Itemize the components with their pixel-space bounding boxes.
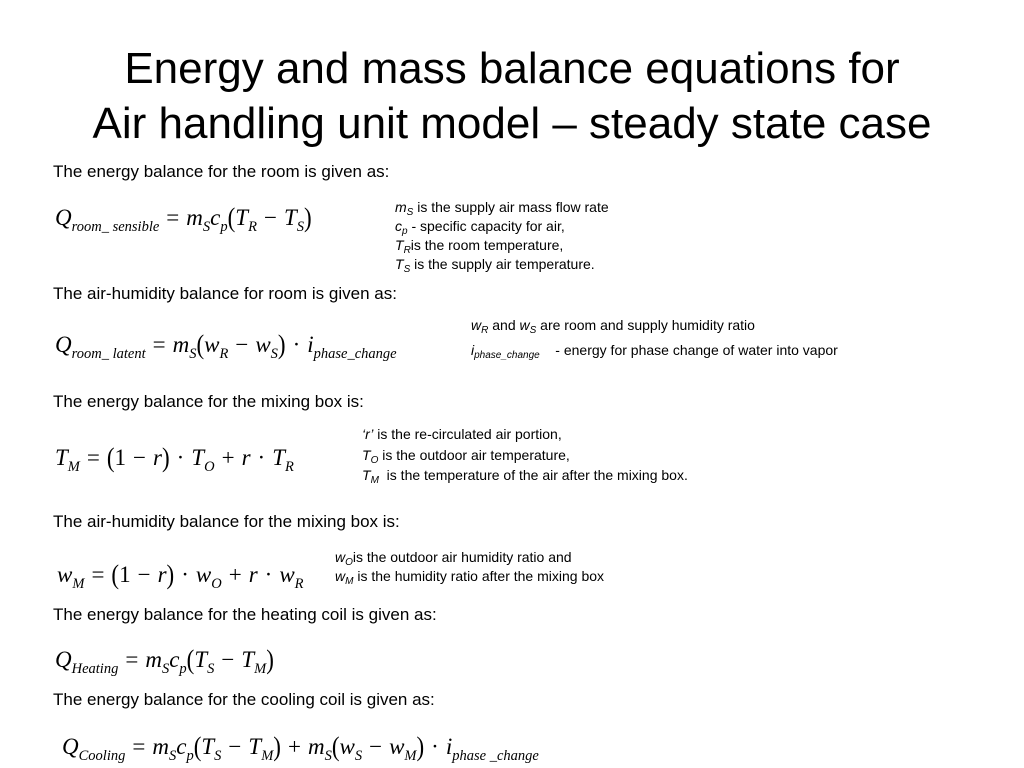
note-symbol-subscript: O — [370, 454, 379, 466]
note-line — [362, 424, 688, 445]
equation-symbol — [173, 330, 197, 360]
note-symbol — [395, 199, 414, 218]
equation-parenthesis — [228, 203, 236, 233]
equation-parenthesis — [107, 443, 115, 473]
equation-symbol — [153, 443, 162, 473]
equation-symbol-text: Q — [55, 332, 72, 357]
equation-symbol — [55, 330, 146, 360]
equation-subscript: S — [296, 219, 304, 235]
equation-heating-coil — [55, 645, 274, 675]
equation-symbol-text: c — [169, 647, 180, 672]
equation-subscript: R — [219, 346, 229, 362]
equation-symbol — [241, 645, 266, 675]
equation-parenthesis-text: ( — [186, 644, 195, 675]
equation-symbol — [204, 330, 228, 360]
equation-symbol-text: T — [283, 205, 297, 230]
equation-symbol — [235, 203, 257, 233]
equation-parenthesis-text: ) — [416, 731, 425, 762]
equation-operator — [177, 443, 185, 473]
equation-symbol-text: m — [186, 205, 203, 230]
note-text: is the re-circulated air portion, — [373, 426, 562, 442]
equation-subscript: p — [186, 748, 194, 764]
equation-parenthesis — [196, 330, 204, 360]
equation-symbol — [279, 560, 303, 590]
note-symbol — [335, 549, 353, 568]
equation-operator-text: − — [137, 562, 151, 587]
equation-symbol-text: w — [255, 332, 271, 357]
equation-subscript: S — [202, 219, 211, 235]
equation-parenthesis — [111, 560, 119, 590]
equation-number — [115, 443, 127, 473]
equation-symbol-text: w — [195, 562, 212, 587]
note-text: - specific capacity for air, — [407, 218, 565, 234]
equation-operator — [258, 443, 266, 473]
equation-operator — [228, 732, 241, 762]
equation-symbol-text: c — [210, 205, 221, 230]
title-line-1: Energy and mass balance equations for — [124, 44, 900, 93]
equation-symbol-text: m — [172, 332, 190, 357]
slide-title — [0, 41, 1024, 151]
equation-parenthesis — [304, 203, 312, 233]
equation-operator — [265, 560, 273, 590]
equation-symbol — [191, 443, 214, 473]
equation-symbol-text: T — [194, 647, 208, 672]
equation-symbol — [389, 732, 416, 762]
note-symbol — [362, 446, 379, 466]
equation-parenthesis-text: ) — [266, 644, 274, 675]
equation-subscript: room_ sensible — [71, 219, 160, 235]
equation-subscript: S — [168, 748, 177, 764]
equation-symbol — [446, 732, 539, 762]
equation-subscript: O — [211, 576, 222, 592]
equation-operator — [181, 560, 189, 590]
equation-subscript: S — [214, 748, 222, 764]
note-text: is the outdoor air temperature, — [378, 446, 570, 463]
equation-parenthesis-text: ( — [196, 329, 205, 360]
equation-symbol-text: m — [307, 734, 325, 759]
note-text: is the room temperature, — [410, 237, 564, 253]
equation-operator — [235, 330, 248, 360]
equation-subscript: M — [72, 576, 85, 592]
note-line — [395, 217, 609, 236]
equation-subscript: S — [270, 346, 278, 362]
equation-symbol — [272, 443, 294, 473]
equation-parenthesis-text: ( — [111, 559, 120, 590]
equation-symbol — [158, 560, 167, 590]
equation-number-text: 1 — [114, 445, 127, 470]
equation-symbol — [307, 330, 396, 360]
equation-subscript: S — [189, 346, 197, 362]
equation-parenthesis — [332, 732, 340, 762]
equation-symbol — [55, 645, 118, 675]
equation-symbol — [308, 732, 332, 762]
note-symbol-subscript: phase_change — [474, 350, 540, 361]
note-line — [395, 198, 609, 217]
note-symbol-subscript: O — [345, 557, 353, 568]
equation-subscript: phase _change — [452, 748, 539, 764]
notes-room-sensible — [395, 198, 609, 274]
equation-parenthesis — [278, 330, 286, 360]
equation-symbol-text: w — [204, 332, 220, 357]
equation-operator — [132, 732, 145, 762]
note-symbol-subscript: M — [345, 576, 354, 587]
equation-operator — [264, 203, 277, 233]
equation-subscript: p — [179, 661, 187, 677]
note-line — [335, 567, 604, 586]
equation-operator-text: − — [235, 332, 249, 357]
equation-symbol — [210, 203, 227, 233]
note-symbol — [519, 317, 537, 336]
equation-symbol-text: T — [235, 205, 249, 230]
note-symbol-letter: w — [335, 568, 346, 584]
equation-symbol-text: T — [55, 445, 68, 470]
equation-operator — [87, 443, 100, 473]
section-heading-mixing-energy: The energy balance for the mixing box is: — [53, 392, 364, 411]
note-symbol — [471, 317, 489, 336]
equation-symbol-text: Q — [55, 647, 72, 672]
equation-parenthesis — [266, 645, 274, 675]
note-symbol-letter: w — [519, 317, 530, 333]
equation-symbol-text: r — [153, 445, 162, 470]
equation-subscript: Cooling — [78, 748, 126, 764]
equation-subscript: S — [354, 748, 363, 764]
equation-symbol — [339, 732, 362, 762]
note-text: and — [488, 317, 520, 333]
equation-parenthesis-text: ) — [303, 202, 312, 233]
note-symbol-letter: ‘r’ — [362, 426, 374, 442]
equation-symbol-text: T — [191, 445, 205, 470]
note-symbol — [362, 467, 379, 486]
equation-operator-text: = — [132, 734, 146, 759]
equation-operator-text: − — [263, 205, 277, 230]
note-symbol-letter: T — [362, 446, 371, 463]
notes-mixing-energy — [362, 424, 688, 486]
equation-symbol — [186, 203, 210, 233]
note-line — [335, 548, 604, 567]
note-symbol-letter: T — [362, 467, 371, 483]
equation-subscript: room_ latent — [71, 346, 146, 362]
equation-symbol-text: m — [152, 734, 169, 759]
equation-symbol-text: c — [176, 734, 187, 759]
equation-symbol — [284, 203, 304, 233]
equation-parenthesis-text: ) — [166, 559, 175, 590]
note-symbol — [395, 256, 411, 275]
equation-parenthesis — [162, 443, 170, 473]
equation-operator — [133, 443, 146, 473]
equation-symbol-text: w — [279, 562, 295, 587]
equation-operator — [125, 645, 138, 675]
equation-operator-text: − — [133, 445, 147, 470]
equation-operator — [222, 443, 235, 473]
equation-operator-text: + — [287, 734, 301, 759]
note-text: are room and supply humidity ratio — [536, 317, 755, 333]
equation-symbol — [145, 645, 169, 675]
equation-symbol — [152, 732, 176, 762]
note-text: - energy for phase change of water into vapor — [539, 342, 838, 358]
equation-subscript: S — [207, 661, 215, 677]
equation-symbol — [194, 645, 214, 675]
equation-subscript: Heating — [71, 661, 119, 677]
section-heading-cooling-coil: The energy balance for the cooling coil is given as: — [53, 690, 435, 709]
equation-subscript: M — [67, 459, 80, 475]
equation-symbol-text: Q — [55, 205, 72, 230]
equation-symbol-text: r — [157, 562, 167, 587]
equation-mixing-humidity — [57, 560, 304, 590]
equation-operator — [431, 732, 439, 762]
note-symbol — [395, 237, 411, 256]
equation-room-latent — [55, 330, 397, 360]
note-line — [395, 236, 609, 255]
equation-parenthesis — [273, 732, 281, 762]
notes-mixing-humidity — [335, 548, 604, 586]
equation-symbol — [62, 732, 125, 762]
equation-symbol — [55, 443, 80, 473]
equation-room-sensible — [55, 203, 312, 233]
equation-symbol-text: T — [248, 734, 262, 759]
equation-parenthesis-text: ( — [193, 731, 202, 762]
section-heading-mixing-humidity: The air-humidity balance for the mixing box is: — [53, 512, 400, 531]
equation-symbol — [248, 732, 273, 762]
equation-operator-text: + — [228, 562, 242, 587]
note-symbol-letter: T — [395, 237, 404, 253]
equation-parenthesis-text: ( — [227, 202, 236, 233]
note-symbol-subscript: S — [403, 264, 411, 275]
equation-symbol-text: r — [248, 562, 258, 587]
equation-symbol-text: i — [445, 734, 453, 759]
equation-operator-text: · — [431, 734, 439, 759]
note-symbol — [362, 426, 373, 442]
equation-operator-text: − — [221, 647, 235, 672]
equation-operator — [288, 732, 301, 762]
equation-symbol-text: Q — [62, 734, 79, 759]
equation-operator-text: − — [369, 734, 383, 759]
equation-symbol — [249, 560, 258, 590]
equation-symbol-text: T — [241, 647, 255, 672]
section-heading-room-energy: The energy balance for the room is given as: — [53, 162, 390, 181]
equation-symbol-text: T — [201, 734, 215, 759]
equation-parenthesis-text: ) — [277, 329, 286, 360]
equation-symbol — [176, 732, 193, 762]
equation-operator — [369, 732, 382, 762]
equation-operator-text: = — [166, 205, 180, 230]
equation-number-text: 1 — [119, 562, 131, 587]
note-symbol-letter: w — [335, 549, 346, 565]
equation-parenthesis-text: ( — [331, 731, 340, 762]
note-line — [362, 445, 688, 466]
equation-operator-text: · — [264, 562, 273, 587]
equation-symbol — [255, 330, 278, 360]
equation-operator — [166, 203, 179, 233]
note-symbol-letter: i — [471, 342, 475, 358]
note-text: is the outdoor air humidity ratio and — [352, 549, 572, 565]
equation-cooling-coil — [62, 732, 539, 762]
equation-parenthesis-text: ) — [161, 442, 170, 473]
notes-room-latent — [471, 313, 838, 363]
equation-subscript: phase_change — [313, 346, 397, 362]
note-symbol-subscript: M — [370, 475, 379, 486]
equation-operator-text: · — [176, 445, 185, 470]
equation-subscript: M — [404, 748, 417, 764]
equation-symbol-text: w — [339, 734, 355, 759]
equation-symbol — [242, 443, 251, 473]
note-line — [362, 465, 688, 486]
equation-subscript: R — [294, 576, 304, 592]
equation-symbol-text: r — [241, 445, 251, 470]
note-text: is the humidity ratio after the mixing box — [353, 568, 605, 584]
equation-subscript: S — [324, 748, 332, 764]
equation-operator — [138, 560, 151, 590]
section-heading-room-humidity: The air-humidity balance for room is given as: — [53, 284, 397, 303]
equation-operator — [153, 330, 166, 360]
equation-subscript: M — [261, 748, 274, 764]
note-symbol-letter: T — [395, 256, 404, 272]
equation-operator-text: + — [221, 445, 235, 470]
equation-operator — [221, 645, 234, 675]
equation-operator-text: · — [257, 445, 266, 470]
equation-symbol-text: T — [272, 445, 286, 470]
note-line — [471, 313, 838, 338]
equation-parenthesis — [187, 645, 195, 675]
equation-subscript: O — [204, 459, 215, 475]
equation-subscript: M — [254, 661, 267, 677]
equation-operator-text: · — [292, 332, 301, 357]
equation-operator — [91, 560, 104, 590]
equation-operator-text: = — [125, 647, 139, 672]
note-symbol-letter: w — [471, 317, 482, 333]
equation-operator-text: = — [152, 332, 166, 357]
note-symbol-letter: c — [395, 218, 402, 234]
equation-parenthesis — [417, 732, 425, 762]
equation-parenthesis — [167, 560, 175, 590]
equation-symbol-text: w — [57, 562, 73, 587]
equation-subscript: R — [248, 219, 257, 235]
note-symbol — [471, 342, 540, 361]
equation-symbol — [169, 645, 186, 675]
note-symbol-letter: m — [395, 199, 407, 215]
equation-operator-text: · — [181, 562, 189, 587]
note-symbol-subscript: S — [406, 207, 414, 218]
title-line-2: Air handling unit model – steady state case — [92, 99, 932, 148]
equation-parenthesis-text: ( — [106, 442, 115, 473]
note-text: is the supply air temperature. — [410, 256, 595, 272]
note-text: is the supply air mass flow rate — [413, 199, 609, 215]
equation-subscript: S — [161, 661, 170, 677]
equation-symbol-text: m — [145, 647, 162, 672]
equation-number — [119, 560, 131, 590]
equation-operator — [293, 330, 301, 360]
note-symbol-subscript: R — [481, 325, 489, 336]
note-symbol — [335, 568, 354, 587]
section-heading-heating-coil: The energy balance for the heating coil is given as: — [53, 605, 437, 624]
note-line — [471, 338, 838, 363]
equation-subscript: p — [220, 219, 228, 235]
equation-mixing-energy — [55, 443, 294, 473]
equation-parenthesis — [194, 732, 202, 762]
equation-symbol-text: i — [307, 332, 314, 357]
note-symbol — [395, 218, 408, 237]
note-symbol-subscript: S — [529, 325, 537, 336]
note-line — [395, 255, 609, 274]
note-symbol-subscript: R — [403, 245, 411, 256]
equation-symbol-text: w — [389, 734, 405, 759]
equation-operator-text: = — [91, 562, 105, 587]
note-text: is the temperature of the air after the mixing box. — [378, 467, 688, 483]
equation-operator-text: − — [228, 734, 242, 759]
equation-subscript: R — [285, 459, 294, 475]
equation-symbol — [201, 732, 221, 762]
equation-symbol — [196, 560, 222, 590]
equation-symbol — [57, 560, 84, 590]
equation-operator-text: = — [86, 445, 100, 470]
equation-parenthesis-text: ) — [273, 731, 281, 762]
equation-symbol — [55, 203, 159, 233]
equation-operator — [229, 560, 242, 590]
note-symbol-subscript: p — [402, 226, 408, 237]
